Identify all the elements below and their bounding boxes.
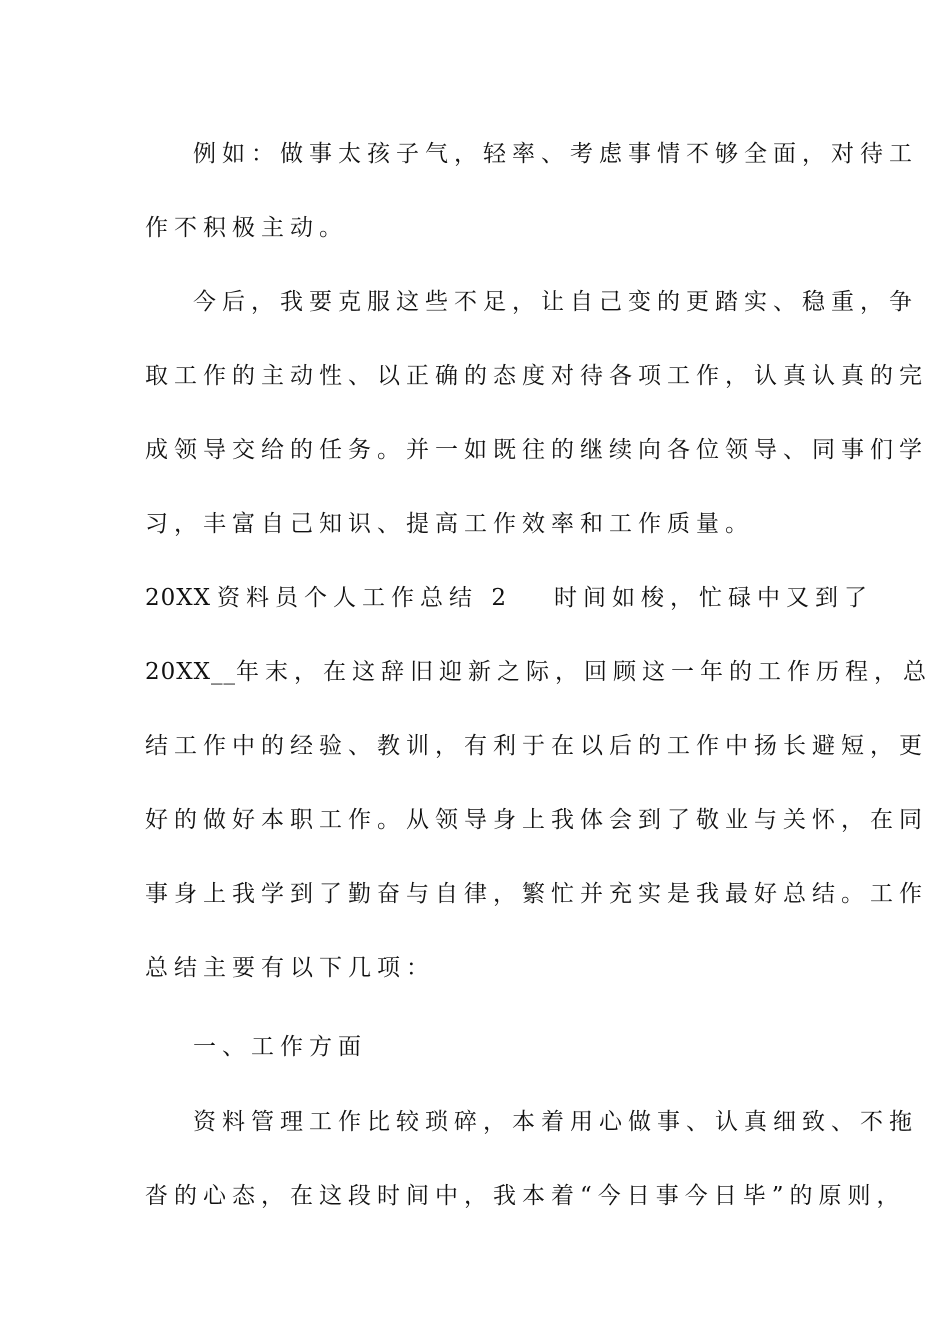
text-run: 例如：做事太孩子气，轻率、考虑事情不够全面，对待工 (193, 141, 918, 167)
year-text: 20XX (145, 585, 212, 611)
text-run: 作不积极主动。 (145, 215, 348, 241)
text-run: 事身上我学到了勤奋与自律，繁忙并充实是我最好总结。工作 (145, 881, 928, 907)
text-run: 今后，我要克服这些不足，让自己变的更踏实、稳重，争 (193, 289, 918, 315)
text-run: 取工作的主动性、以正确的态度对待各项工作，认真认真的完 (145, 363, 928, 389)
paragraph-line (145, 948, 825, 988)
paragraph-line (193, 1102, 918, 1142)
section-title: 资料员个人工作总结 2 (217, 585, 512, 611)
paragraph-line (145, 430, 928, 470)
text-run: 成领导交给的任务。并一如既往的继续向各位领导、同事们学 (145, 437, 928, 463)
text-run: 资料管理工作比较琐碎，本着用心做事、认真细致、不拖 (193, 1109, 918, 1135)
text-run: 年末，在这辞旧迎新之际，回顾这一年的工作历程，总 (236, 659, 933, 685)
section-heading-line (145, 578, 873, 618)
paragraph-line (193, 282, 918, 322)
text-run: 结工作中的经验、教训，有利于在以后的工作中扬长避短，更 (145, 733, 928, 759)
text-run: 好的做好本职工作。从领导身上我体会到了敬业与关怀，在同 (145, 807, 928, 833)
text-run: 习，丰富自己知识、提高工作效率和工作质量。 (145, 511, 754, 537)
paragraph-line (145, 504, 825, 544)
year-text: 20XX (145, 659, 212, 685)
paragraph-line (145, 652, 933, 692)
paragraph-line (145, 726, 928, 766)
paragraph-line (145, 1176, 906, 1216)
text-run: 总结主要有以下几项： (145, 955, 435, 981)
paragraph-line (145, 208, 825, 248)
paragraph-line (145, 874, 928, 914)
paragraph-line (145, 800, 928, 840)
subheading-line (193, 1027, 873, 1067)
text-run: 沓的心态，在这段时间中，我本着“今日事今日毕”的原则， (145, 1183, 906, 1209)
text-run: 时间如梭，忙碌中又到了 (553, 585, 873, 611)
paragraph-line (145, 356, 928, 396)
paragraph-line (193, 134, 918, 174)
blank-underscore: __ (211, 659, 237, 685)
subheading-text: 一、工作方面 (193, 1034, 367, 1060)
